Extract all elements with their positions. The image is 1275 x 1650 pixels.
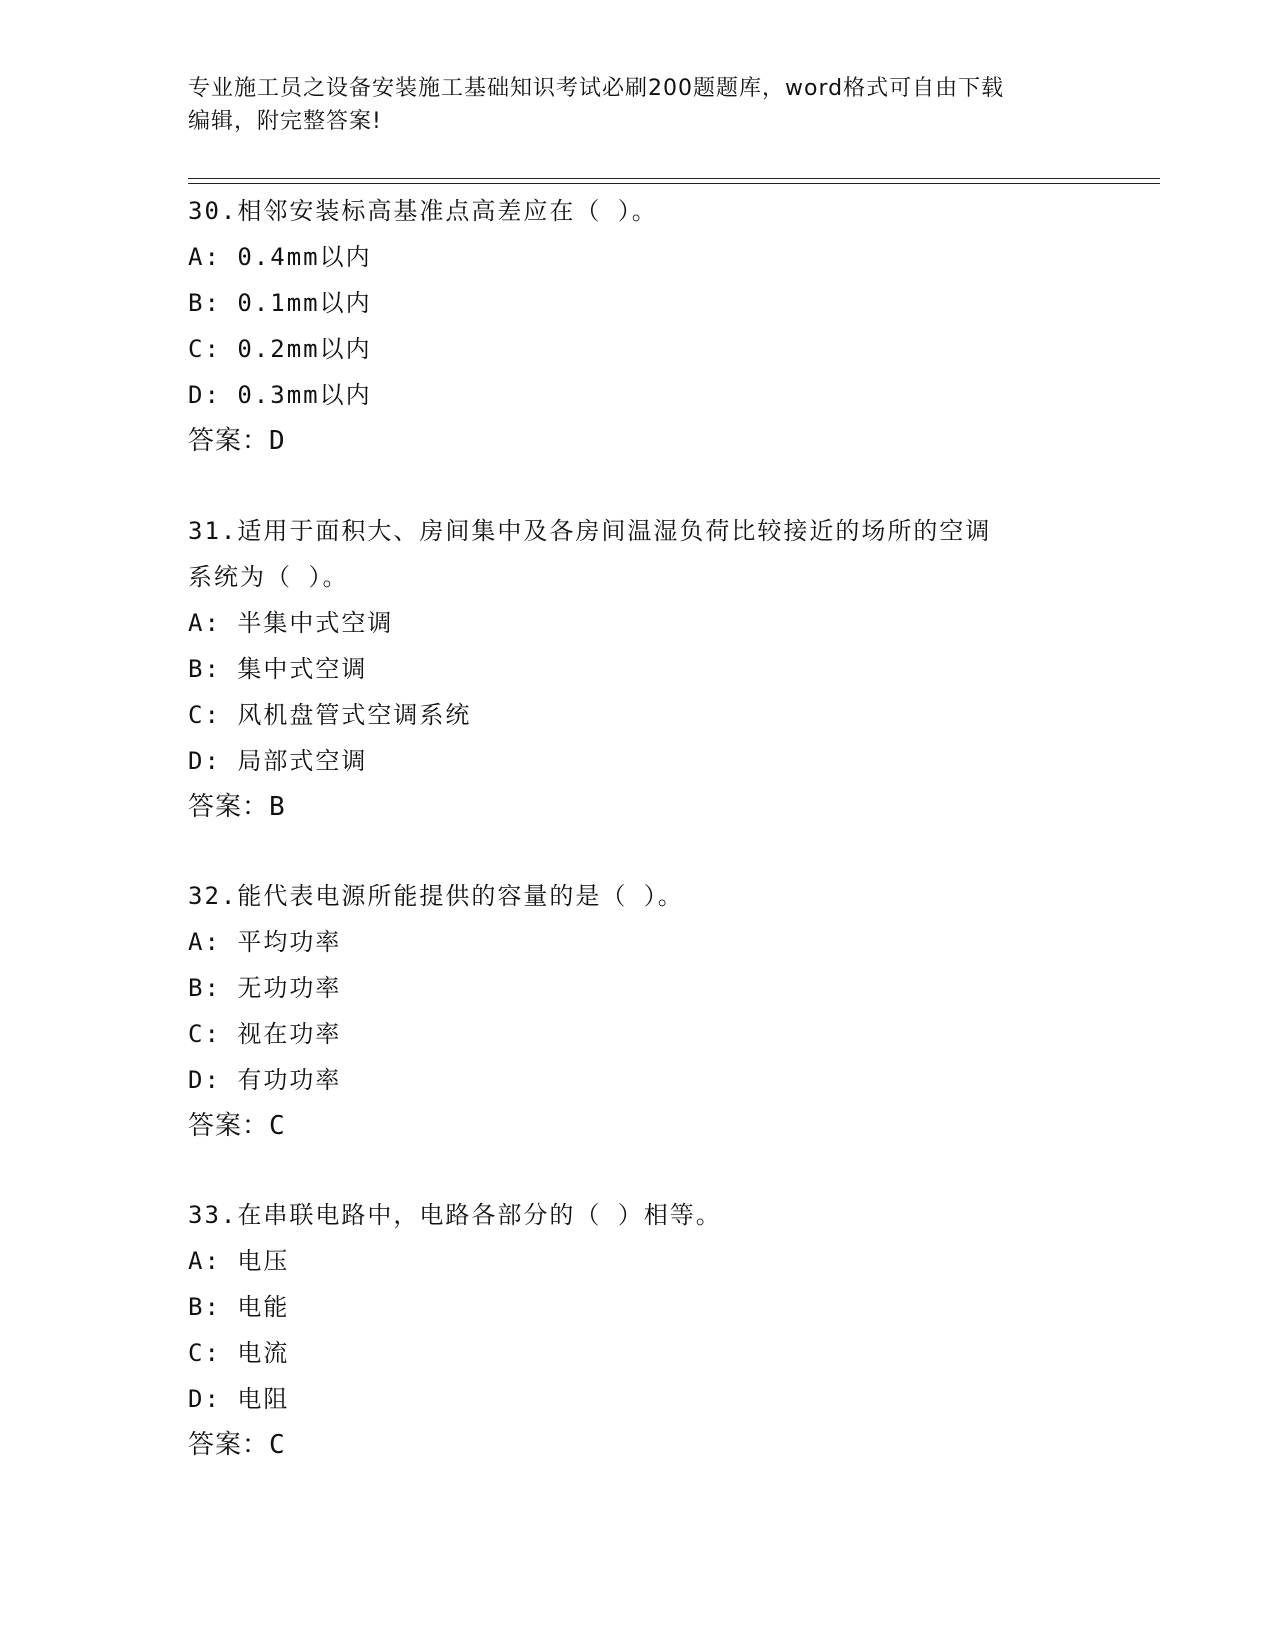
- option-b: B: 0.1mm以内: [188, 289, 372, 317]
- option-d: D: 局部式空调: [188, 747, 368, 775]
- answer-line: [188, 418, 1088, 464]
- question-stem-line-2: 系统为（ ）。: [188, 563, 349, 591]
- question-stem: 30.相邻安装标高基准点高差应在（ ）。: [188, 197, 658, 225]
- question-32: [188, 873, 1088, 1149]
- option-a: A: 平均功率: [188, 928, 342, 956]
- option-b: B: 集中式空调: [188, 655, 368, 683]
- answer-line: [188, 1103, 1088, 1149]
- option-a: A: 半集中式空调: [188, 609, 394, 637]
- answer-line: [188, 1422, 1088, 1468]
- option-d: D: 0.3mm以内: [188, 381, 372, 409]
- question-30: [188, 188, 1088, 464]
- answer-value: B: [269, 792, 286, 822]
- question-stem-line-1: 31.适用于面积大、房间集中及各房间温湿负荷比较接近的场所的空调: [188, 517, 992, 545]
- question-stem: 33.在串联电路中，电路各部分的（ ）相等。: [188, 1201, 722, 1229]
- answer-label: 答案：: [188, 426, 270, 456]
- question-33: [188, 1192, 1088, 1468]
- option-b: B: 电能: [188, 1293, 290, 1321]
- answer-value: C: [269, 1430, 286, 1460]
- answer-value: D: [269, 426, 286, 456]
- answer-label: 答案：: [188, 1430, 270, 1460]
- option-c: C: 风机盘管式空调系统: [188, 701, 472, 729]
- option-c: C: 视在功率: [188, 1020, 342, 1048]
- option-b: B: 无功功率: [188, 974, 342, 1002]
- header-line-1: 专业施工员之设备安装施工基础知识考试必刷200题题库，word格式可自由下载: [188, 76, 1005, 101]
- header-divider-bottom: [188, 183, 1160, 184]
- question-stem: 32.能代表电源所能提供的容量的是（ ）。: [188, 882, 684, 910]
- option-c: C: 电流: [188, 1339, 290, 1367]
- question-31: [188, 508, 1088, 830]
- header-line-2: 编辑，附完整答案!: [188, 109, 382, 134]
- answer-label: 答案：: [188, 1111, 270, 1141]
- header-divider-top: [188, 178, 1160, 179]
- option-d: D: 有功功率: [188, 1066, 342, 1094]
- option-a: A: 0.4mm以内: [188, 243, 372, 271]
- answer-label: 答案：: [188, 792, 270, 822]
- option-d: D: 电阻: [188, 1385, 290, 1413]
- answer-value: C: [269, 1111, 286, 1141]
- document-header: [188, 72, 1088, 138]
- answer-line: [188, 784, 1088, 830]
- option-c: C: 0.2mm以内: [188, 335, 372, 363]
- option-a: A: 电压: [188, 1247, 290, 1275]
